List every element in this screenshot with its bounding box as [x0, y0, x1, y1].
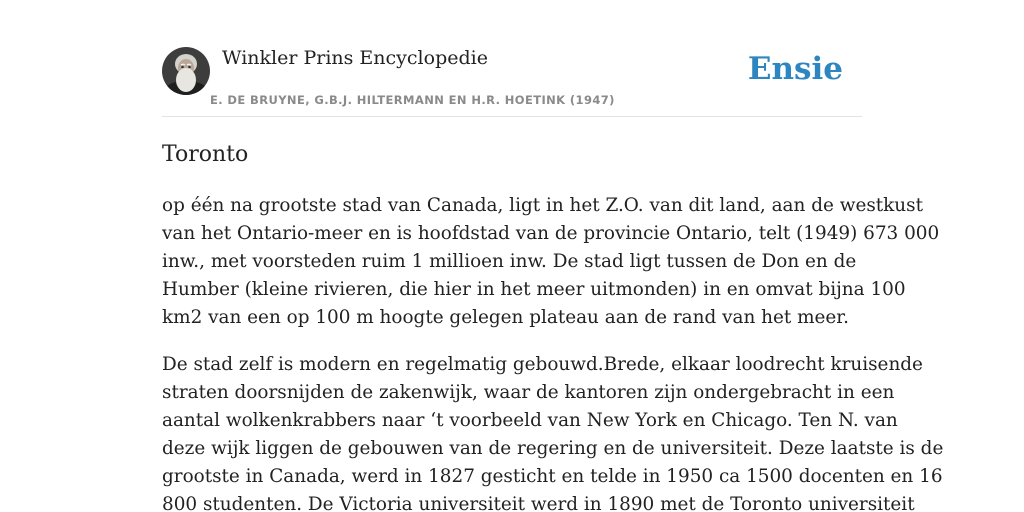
text-line: 800 studenten. De Victoria universiteit werd in 1890 met de Toronto universiteit [162, 494, 915, 512]
authors-byline: E. DE BRUYNE, G.B.J. HILTERMANN EN H.R. HOETINK (1947) [210, 93, 615, 107]
bearded-man-portrait-icon [162, 47, 210, 95]
paragraph [162, 351, 944, 512]
text-line: De stad zelf is modern en regelmatig gebouwd.Brede, elkaar loodrecht kruisende [162, 354, 923, 375]
site-header [162, 46, 862, 117]
article-body [162, 192, 944, 512]
text-line: van het Ontario-meer en is hoofdstad van de provincie Ontario, telt (1949) 673 000 [162, 223, 940, 244]
text-line: straten doorsnijden de zakenwijk, waar de kantoren zijn ondergebracht in een [162, 382, 895, 403]
encyclopedia-name[interactable]: Winkler Prins Encyclopedie [222, 47, 488, 69]
paragraph [162, 192, 940, 332]
text-line: op één na grootste stad van Canada, ligt in het Z.O. van dit land, aan de westkust [162, 195, 923, 216]
author-portrait-avatar [162, 47, 210, 95]
text-line: grootste in Canada, werd in 1827 gesticht en telde in 1950 ca 1500 docenten en 16 [162, 466, 943, 487]
text-line: aantal wolkenkrabbers naar ‘t voorbeeld van New York en Chicago. Ten N. van [162, 410, 898, 431]
text-line: Humber (kleine rivieren, die hier in het meer uitmonden) in en omvat bijna 100 [162, 279, 906, 300]
article-title: Toronto [162, 142, 249, 167]
text-line: deze wijk liggen de gebouwen van de regering en de universiteit. Deze laatste is de [162, 438, 944, 459]
text-line: km2 van een op 100 m hoogte gelegen plateau aan de rand van het meer. [162, 307, 849, 328]
ensie-logo[interactable]: Ensie [747, 51, 843, 87]
text-line: inw., met voorsteden ruim 1 millioen inw. De stad ligt tussen de Don en de [162, 251, 857, 272]
